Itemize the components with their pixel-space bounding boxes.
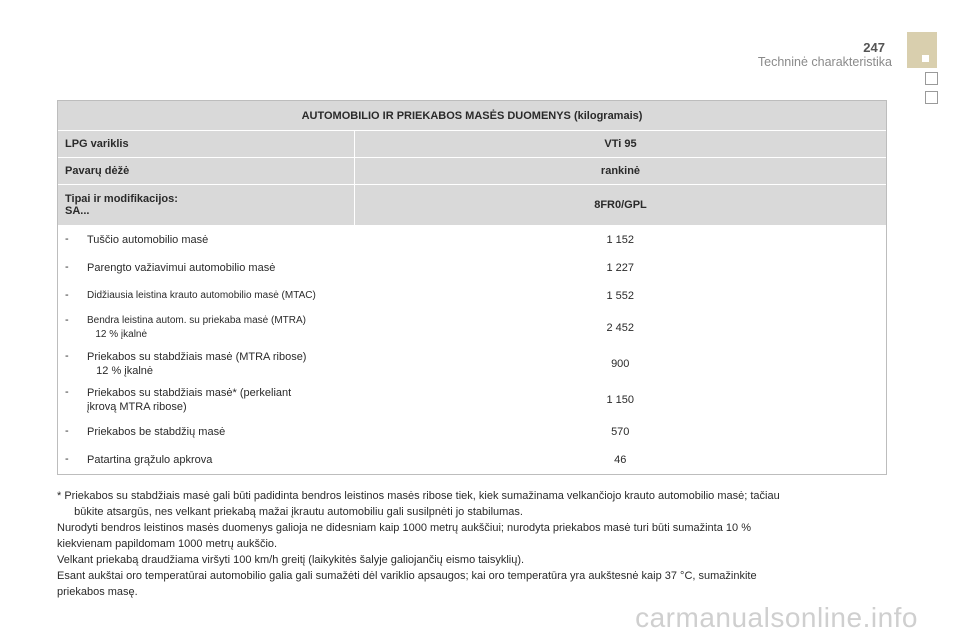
table-title: AUTOMOBILIO IR PRIEKABOS MASĖS DUOMENYS (kilogramais) <box>58 101 886 131</box>
row-label: Didžiausia leistina krauto automobilio masė (MTAC) <box>87 290 316 301</box>
nav-box-1[interactable] <box>925 72 938 85</box>
mass-data-table <box>57 100 887 475</box>
table-header-row <box>58 185 886 226</box>
footnote-star: * Priekabos su stabdžiais masė gali būti padidinta bendros leistinos masės ribose tiek, kiek sumažinama velkančiojo krauto automobilio masė; tačiau būkite atsargūs, nes velkant priekabą mažai įkrautu automobiliu gali susilpnėti jo stabilumas. <box>57 490 780 518</box>
types-value: 8FR0/GPL <box>355 185 887 226</box>
footnote-altitude: Nurodyti bendros leistinos masės duomenys galioja ne didesniam kaip 1000 metrų aukščiui; nurodyta priekabos masė turi būti sumažinta 10 % kiekvienam papildomam 1000 metrų aukščio. <box>57 522 751 550</box>
row-label: Priekabos su stabdžiais masė (MTRA ribose) 12 % įkalnė <box>87 351 307 377</box>
table-row: - Priekabos su stabdžiais masė* (perkeliant įkrovą MTRA ribose) 1 150 <box>58 382 886 418</box>
row-value: 2 452 <box>606 322 635 334</box>
table-row: - Parengto važiavimui automobilio masė 1 227 <box>58 254 886 282</box>
engine-label: LPG variklis <box>58 131 355 158</box>
row-value: 570 <box>611 426 630 438</box>
row-value: 900 <box>611 358 630 370</box>
table-row: - Priekabos su stabdžiais masė (MTRA ribose) 12 % įkalnė 900 <box>58 346 886 382</box>
gearbox-value: rankinė <box>355 158 887 185</box>
engine-value: VTi 95 <box>355 131 887 158</box>
tab-marker-icon <box>922 55 929 62</box>
footnote-temperature: Esant aukštai oro temperatūrai automobilio galia gali sumažėti dėl variklio apsaugos; kai oro temperatūra yra aukštesnė kaip 37 °C, sumažinkite priekabos masę. <box>57 570 757 598</box>
table-row: - Patartina grąžulo apkrova 46 <box>58 446 886 474</box>
types-label <box>58 185 355 226</box>
types-label-line1: Tipai ir modifikacijos: <box>65 193 178 205</box>
row-value: 1 227 <box>606 262 635 274</box>
row-label: Priekabos be stabdžių masė <box>87 426 226 438</box>
watermark: carmanualsonline.info <box>635 602 918 633</box>
footnote-speed: Velkant priekabą draudžiama viršyti 100 km/h greitį (laikykitės šalyje galiojančių eismo taisyklių). <box>57 554 525 566</box>
row-label: Parengto važiavimui automobilio masė <box>87 262 276 274</box>
table-row: - Didžiausia leistina krauto automobilio masė (MTAC) 1 552 <box>58 282 886 310</box>
table-row: - Bendra leistina autom. su priekaba masė (MTRA) 12 % įkalnė 2 452 <box>58 310 886 346</box>
row-label: Tuščio automobilio masė <box>87 234 209 246</box>
row-label: Patartina grąžulo apkrova <box>87 454 213 466</box>
row-value: 1 552 <box>606 290 635 302</box>
section-tab[interactable] <box>907 32 937 68</box>
table-header-row <box>58 158 886 185</box>
page-number: 247 <box>863 40 885 55</box>
table-title-row <box>58 101 886 131</box>
row-label: Priekabos su stabdžiais masė* (perkeliant įkrovą MTRA ribose) <box>87 387 292 413</box>
section-title: Techninė charakteristika <box>757 55 892 69</box>
types-label-line2: SA... <box>65 205 90 217</box>
table-row: - Priekabos be stabdžių masė 570 <box>58 418 886 446</box>
row-value: 46 <box>614 454 627 466</box>
row-value: 1 152 <box>355 226 887 255</box>
table-row: - Tuščio automobilio masė 1 152 <box>58 226 886 255</box>
row-label: Bendra leistina autom. su priekaba masė (MTRA) 12 % įkalnė <box>87 315 306 340</box>
footnotes <box>57 488 887 600</box>
table-header-row <box>58 131 886 158</box>
gearbox-label: Pavarų dėžė <box>58 158 355 185</box>
nav-box-2[interactable] <box>925 91 938 104</box>
row-value: 1 150 <box>606 394 635 406</box>
